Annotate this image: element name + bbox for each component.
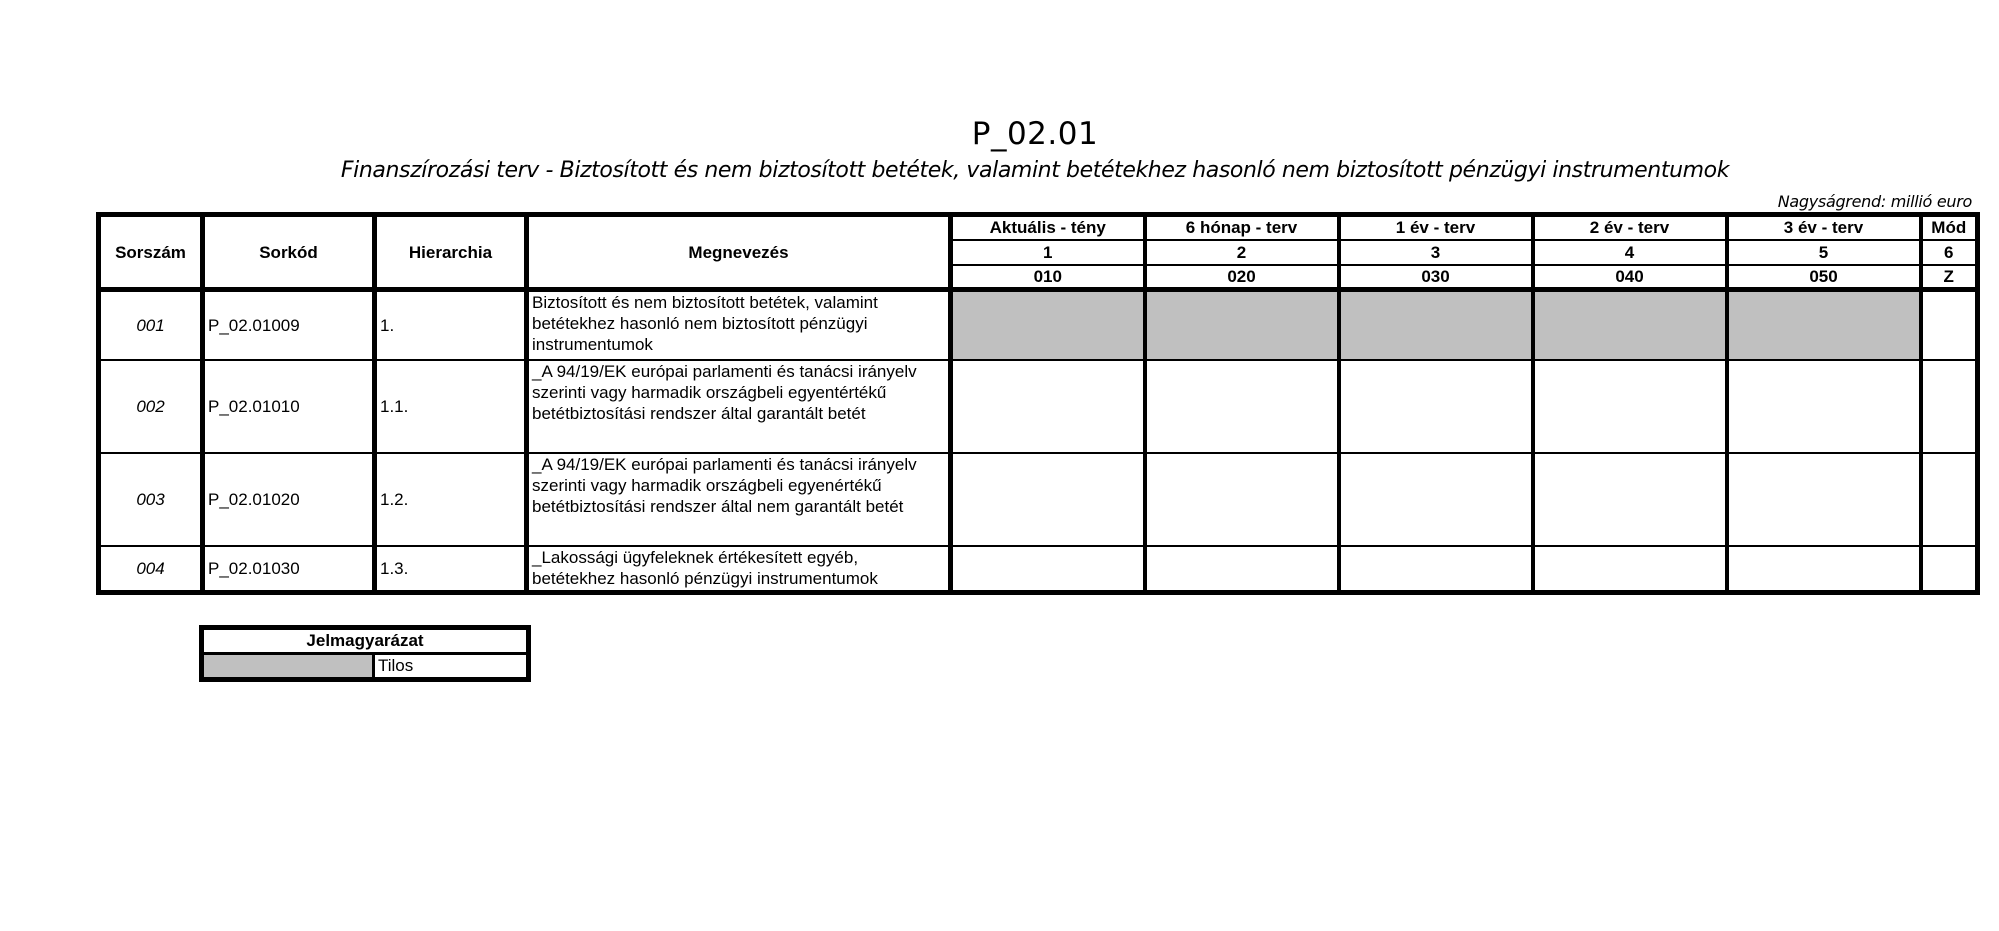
header-col-code: 010 [951, 265, 1145, 290]
header-col-code: 050 [1727, 265, 1921, 290]
header-sorszam: Sorszám [99, 215, 203, 290]
header-col-num: 6 [1921, 240, 1978, 265]
legend-table [199, 625, 531, 682]
cell-input[interactable] [1533, 360, 1727, 453]
row-hierarchia: 1.2. [375, 453, 527, 546]
table-row [99, 290, 1978, 360]
header-col-num: 2 [1145, 240, 1339, 265]
cell-input[interactable] [1921, 453, 1978, 546]
header-col-label: 2 év - terv [1533, 215, 1727, 240]
row-megnevezes: _A 94/19/EK európai parlamenti és tanácsi irányelv szerinti vagy harmadik országbeli egyentértékű betétbiztosítási rendszer által garantált betét [527, 360, 951, 453]
row-sorszam: 004 [99, 546, 203, 593]
magnitude-note: Nagyságrend: millió euro [1777, 192, 1972, 211]
cell-forbidden [1727, 290, 1921, 360]
row-sorszam: 001 [99, 290, 203, 360]
cell-input[interactable] [1533, 453, 1727, 546]
header-col-num: 3 [1339, 240, 1533, 265]
cell-input[interactable] [951, 453, 1145, 546]
cell-input[interactable] [1921, 290, 1978, 360]
header-col-code: Z [1921, 265, 1978, 290]
row-sorszam: 002 [99, 360, 203, 453]
row-sorkod: P_02.01010 [203, 360, 375, 453]
cell-input[interactable] [1339, 546, 1533, 593]
header-sorkod: Sorkód [203, 215, 375, 290]
row-sorkod: P_02.01030 [203, 546, 375, 593]
cell-forbidden [1339, 290, 1533, 360]
table-row [99, 360, 1978, 453]
cell-input[interactable] [1339, 453, 1533, 546]
legend-swatch [202, 654, 374, 680]
header-col-label: Mód [1921, 215, 1978, 240]
header-col-code: 030 [1339, 265, 1533, 290]
header-col-code: 020 [1145, 265, 1339, 290]
cell-input[interactable] [1727, 453, 1921, 546]
row-hierarchia: 1. [375, 290, 527, 360]
cell-input[interactable] [951, 546, 1145, 593]
header-col-label: 6 hónap - terv [1145, 215, 1339, 240]
cell-input[interactable] [1145, 453, 1339, 546]
legend-label: Tilos [374, 654, 529, 680]
cell-input[interactable] [1727, 360, 1921, 453]
header-col-num: 5 [1727, 240, 1921, 265]
cell-input[interactable] [951, 360, 1145, 453]
cell-forbidden [951, 290, 1145, 360]
cell-input[interactable] [1727, 546, 1921, 593]
cell-input[interactable] [1145, 546, 1339, 593]
legend-title: Jelmagyarázat [202, 628, 529, 654]
row-sorkod: P_02.01020 [203, 453, 375, 546]
header-megnevezes: Megnevezés [527, 215, 951, 290]
cell-forbidden [1533, 290, 1727, 360]
row-hierarchia: 1.3. [375, 546, 527, 593]
row-sorszam: 003 [99, 453, 203, 546]
row-sorkod: P_02.01009 [203, 290, 375, 360]
cell-forbidden [1145, 290, 1339, 360]
page-subtitle: Finanszírozási terv - Biztosított és nem biztosított betétek, valamint betétekhez hasonló nem biztosított pénzügyi instrumentumok [340, 158, 1730, 183]
header-col-num: 4 [1533, 240, 1727, 265]
financing-plan-table [96, 212, 1980, 595]
row-megnevezes: _Lakossági ügyfeleknek értékesített egyéb, betétekhez hasonló pénzügyi instrumentumok [527, 546, 951, 593]
table-row [99, 546, 1978, 593]
header-col-label: 3 év - terv [1727, 215, 1921, 240]
table-row [99, 453, 1978, 546]
cell-input[interactable] [1921, 360, 1978, 453]
header-col-label: Aktuális - tény [951, 215, 1145, 240]
cell-input[interactable] [1533, 546, 1727, 593]
row-hierarchia: 1.1. [375, 360, 527, 453]
row-megnevezes: _A 94/19/EK európai parlamenti és tanácsi irányelv szerinti vagy harmadik országbeli egyenértékű betétbiztosítási rendszer által nem garantált betét [527, 453, 951, 546]
cell-input[interactable] [1145, 360, 1339, 453]
cell-input[interactable] [1921, 546, 1978, 593]
header-col-num: 1 [951, 240, 1145, 265]
header-col-label: 1 év - terv [1339, 215, 1533, 240]
header-col-code: 040 [1533, 265, 1727, 290]
cell-input[interactable] [1339, 360, 1533, 453]
header-hierarchia: Hierarchia [375, 215, 527, 290]
row-megnevezes: Biztosított és nem biztosított betétek, valamint betétekhez hasonló nem biztosított pénzügyi instrumentumok [527, 290, 951, 360]
page-title: P_02.01 [971, 116, 1099, 152]
